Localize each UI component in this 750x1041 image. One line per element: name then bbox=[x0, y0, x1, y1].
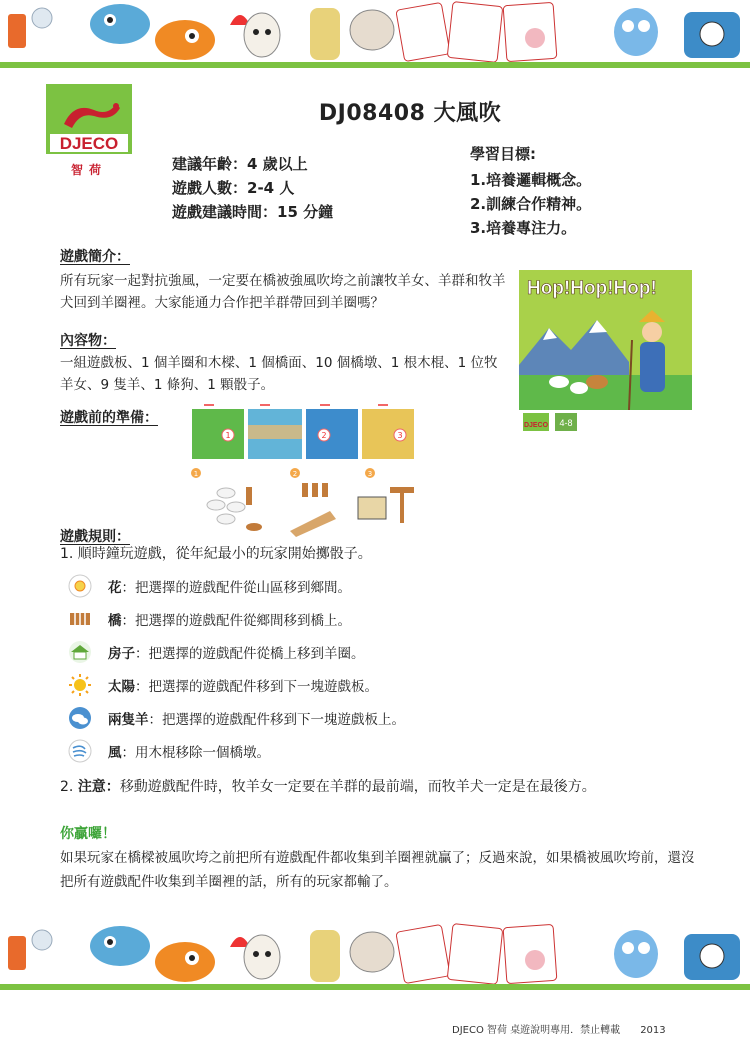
bottom-banner bbox=[0, 922, 750, 990]
intro-text: 所有玩家一起對抗強風，一定要在橋被強風吹垮之前讓牧羊女、羊群和牧羊犬回到羊圈裡。大家能通力合作把羊群帶回到羊圈嗎？ bbox=[60, 273, 506, 311]
house-icon bbox=[68, 640, 92, 664]
setup-step-label: 2 bbox=[321, 431, 327, 440]
setup-heading: 遊戲前的準備： bbox=[60, 410, 158, 426]
banner-stripe bbox=[0, 62, 750, 68]
rule-key: 風 bbox=[108, 745, 122, 761]
rule-wind bbox=[68, 738, 270, 764]
rule-two-text: 移動遊戲配件時，牧羊女一定要在羊群的最前端，而牧羊犬一定是在最後方。 bbox=[119, 779, 596, 795]
rule-key: 兩隻羊 bbox=[108, 712, 149, 728]
rule-text: ：把選擇的遊戲配件從橋上移到羊圈。 bbox=[135, 646, 365, 662]
sun-icon bbox=[68, 673, 92, 697]
goal-item: 2.訓練合作精神。 bbox=[470, 195, 592, 213]
rule-flower bbox=[68, 573, 351, 599]
rule-text: ：把選擇的遊戲配件移到下一塊遊戲板上。 bbox=[148, 712, 405, 728]
flower-icon bbox=[68, 574, 92, 598]
rule-bridge bbox=[68, 606, 351, 632]
win-text: 如果玩家在橋樑被風吹垮之前把所有遊戲配件都收集到羊圈裡就贏了；反過來說，如果橋被風吹垮前，還沒把所有遊戲配件收集到羊圈裡的話，所有的玩家都輸了。 bbox=[60, 850, 695, 890]
rule-text: ：用木棍移除一個橋墩。 bbox=[121, 745, 270, 761]
contents-text: 一組遊戲板、1 個羊圈和木樑、1 個橋面、10 個橋墩、1 根木棍、1 位牧羊女、9 隻羊、1 條狗、1 顆骰子。 bbox=[60, 355, 498, 393]
rule-two-number: 2. bbox=[60, 779, 78, 795]
bridge-icon bbox=[68, 607, 92, 631]
box-title: Hop!Hop!Hop! bbox=[527, 278, 657, 299]
rule-key: 花 bbox=[108, 580, 122, 596]
sheep-icon bbox=[68, 706, 92, 730]
rule-house bbox=[68, 639, 365, 665]
setup-step-label: 1 bbox=[193, 470, 199, 478]
game-info bbox=[172, 152, 333, 224]
rule-key: 房子 bbox=[108, 646, 135, 662]
banner-illustration bbox=[0, 0, 750, 68]
rule-key: 橋 bbox=[108, 613, 122, 629]
djeco-logo bbox=[46, 84, 132, 180]
top-banner bbox=[0, 0, 750, 68]
box-age: 4-8 bbox=[559, 418, 573, 428]
rule-one: 1. 順時鐘玩遊戲，從年紀最小的玩家開始擲骰子。 bbox=[60, 546, 372, 562]
page-title: DJ08408 大風吹 bbox=[318, 101, 502, 126]
rules-heading: 遊戲規則： bbox=[60, 529, 130, 545]
footer-year: 2013 bbox=[640, 1025, 666, 1036]
logo-sub: 智荷 bbox=[70, 163, 108, 177]
setup-step-label: 3 bbox=[397, 431, 403, 440]
banner-stripe bbox=[0, 984, 750, 990]
rule-two-sheep bbox=[68, 705, 405, 731]
goals-heading: 學習目標: bbox=[470, 145, 536, 163]
rule-sun bbox=[68, 672, 378, 698]
age-info: 建議年齡：4 歲以上 bbox=[172, 155, 308, 173]
setup-step-label: 1 bbox=[225, 431, 231, 440]
players-info: 遊戲人數：2-4 人 bbox=[172, 179, 295, 197]
rule-text: ：把選擇的遊戲配件從鄉間移到橋上。 bbox=[121, 613, 351, 629]
contents-heading: 內容物： bbox=[60, 333, 116, 349]
rule-two bbox=[60, 776, 596, 796]
learning-goals bbox=[470, 142, 591, 240]
box-brand: DJECO bbox=[523, 422, 549, 429]
goal-item: 3.培養專注力。 bbox=[470, 219, 577, 237]
setup-step-label: 3 bbox=[367, 470, 373, 478]
wind-icon bbox=[68, 739, 92, 763]
logo-brand: DJECO bbox=[59, 134, 119, 153]
footer-text: DJECO 智荷 桌遊說明專用．禁止轉載 bbox=[452, 1025, 621, 1036]
footer bbox=[452, 1021, 666, 1036]
time-info: 遊戲建議時間：15 分鐘 bbox=[172, 203, 334, 221]
rule-two-key: 注意： bbox=[77, 779, 120, 795]
setup-illustration bbox=[190, 403, 415, 538]
goal-item: 1.培養邏輯概念。 bbox=[470, 171, 592, 189]
rule-key: 太陽 bbox=[108, 679, 135, 695]
banner-illustration bbox=[0, 922, 750, 990]
intro-heading: 遊戲簡介： bbox=[60, 249, 130, 265]
game-box-image bbox=[519, 270, 692, 438]
win-heading: 你贏囉！ bbox=[60, 826, 116, 842]
rule-text: ：把選擇的遊戲配件移到下一塊遊戲板。 bbox=[135, 679, 378, 695]
setup-step-label: 2 bbox=[292, 470, 298, 478]
rule-text: ：把選擇的遊戲配件從山區移到鄉間。 bbox=[121, 580, 351, 596]
